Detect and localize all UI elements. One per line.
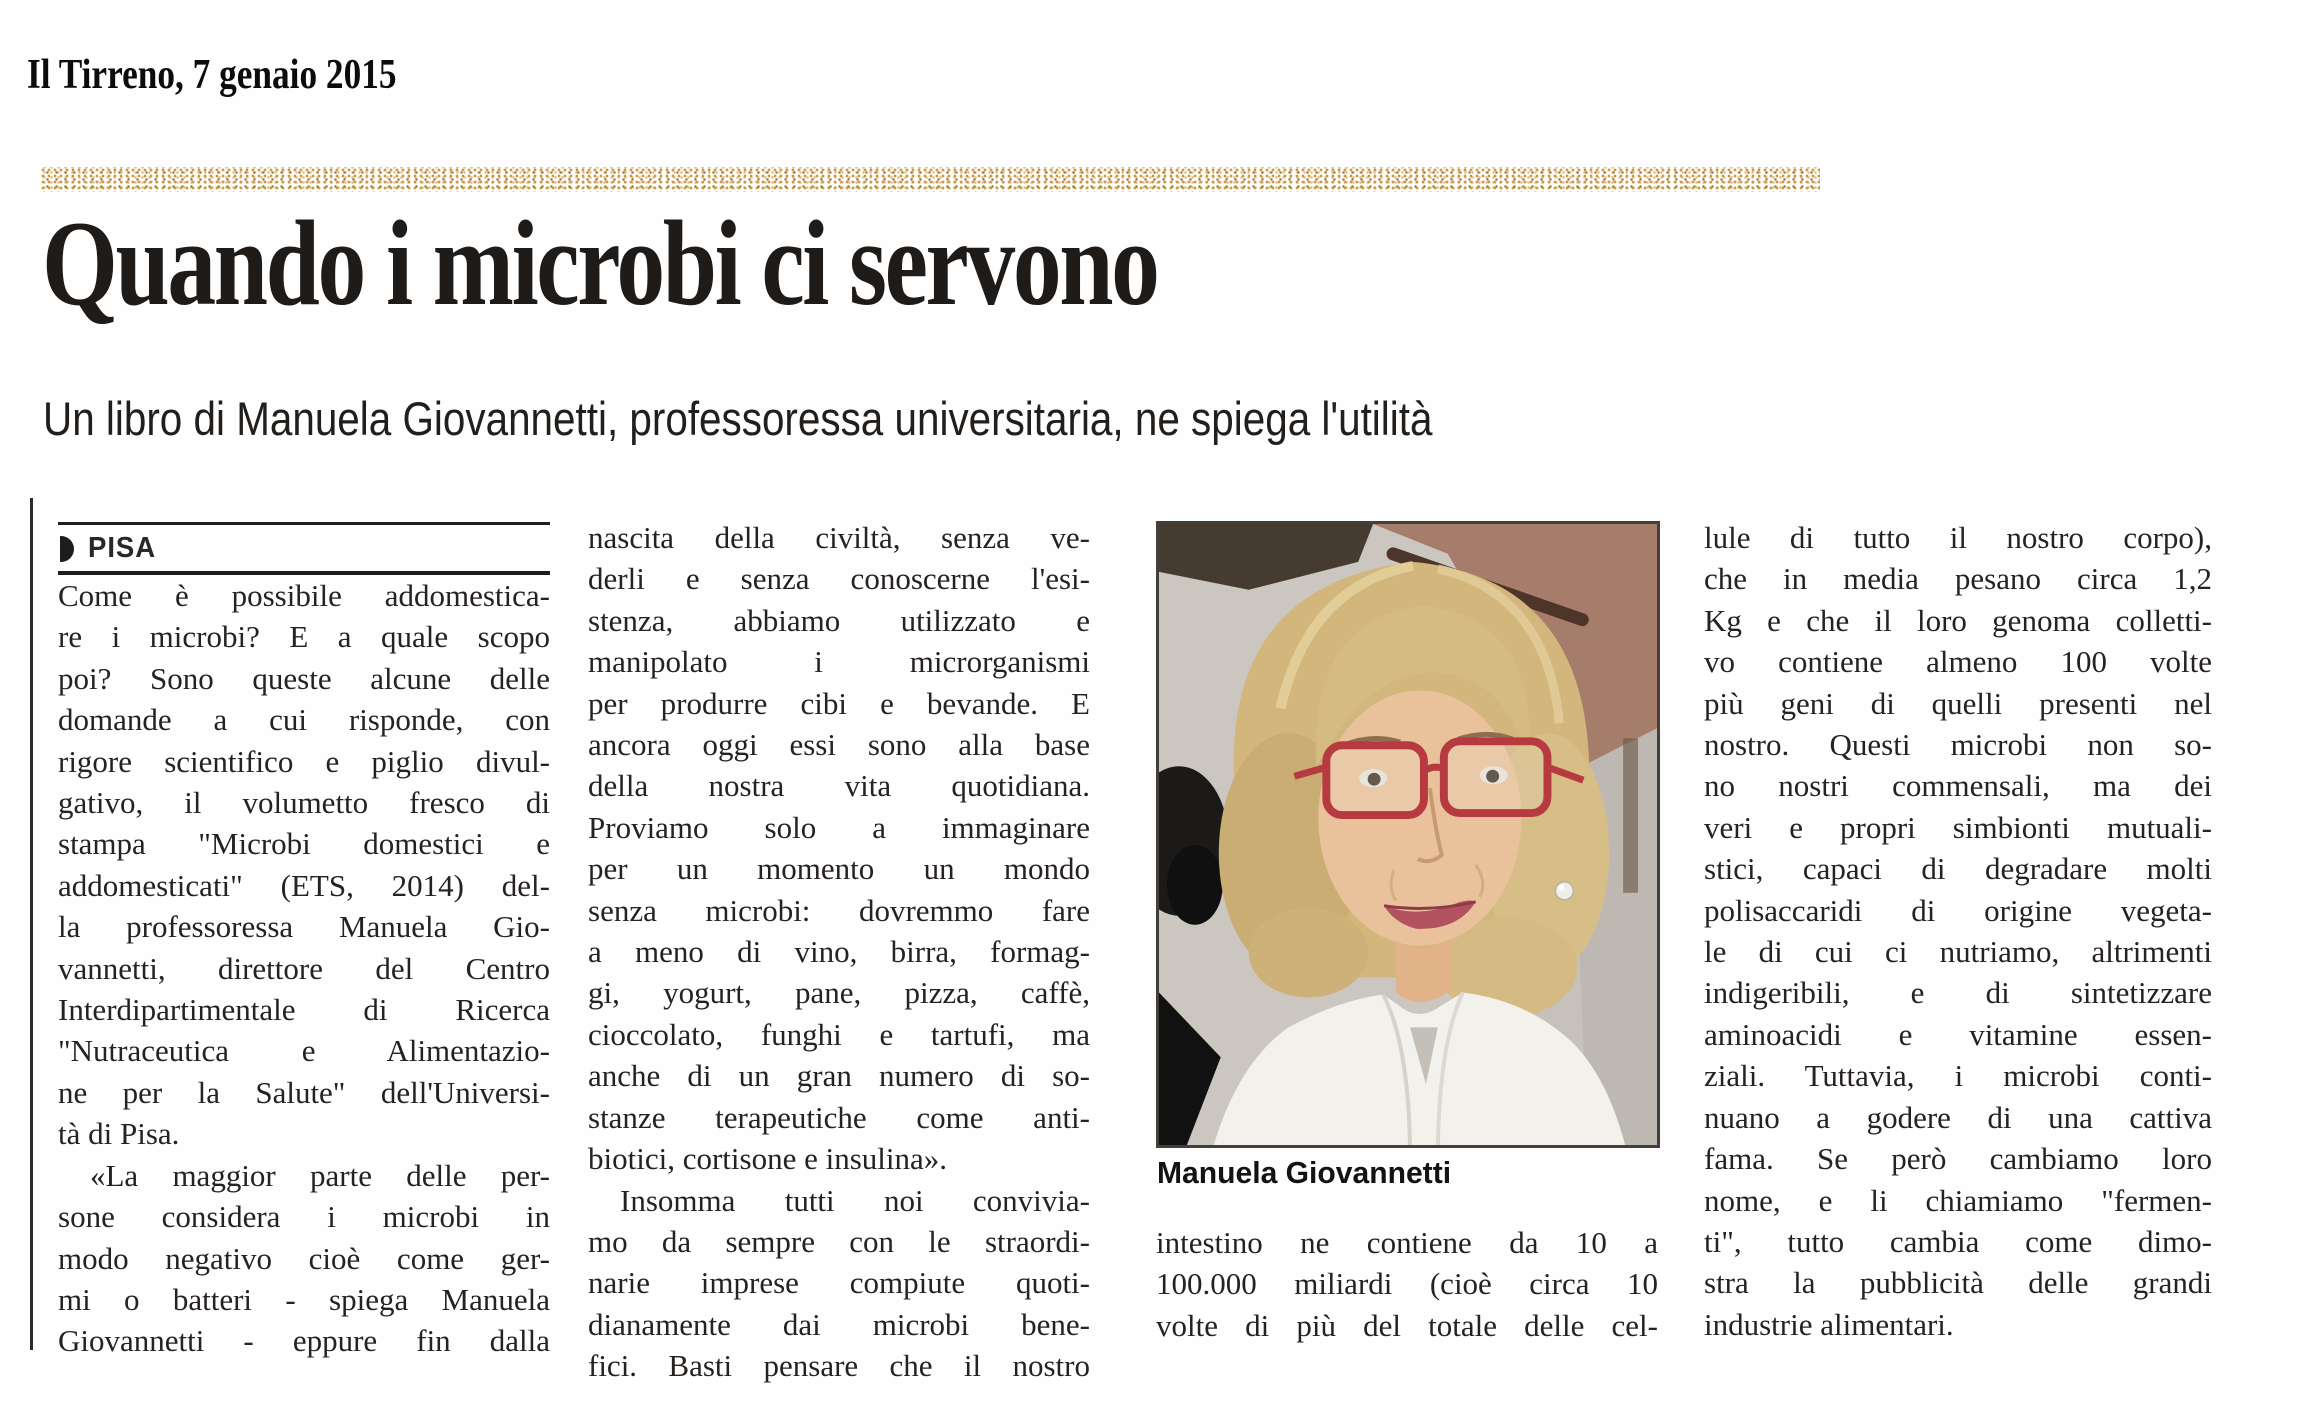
photo-caption: Manuela Giovannetti bbox=[1157, 1155, 1452, 1190]
body-paragraph: Come è possibile addomestica- re i microbi? E a quale scopo poi? Sono queste alcune delle domande a cui risponde, con rigore scientifico e piglio divul- gativo, il volumetto fresco di stampa "Microbi domestici e addomesticati" (ETS, 2014) del- la professoressa Manuela Gio- vannetti, direttore del Centro Interdipartimentale di Ricerca "Nutraceutica e Alimentazio- ne per la Salute" dell'Universi- tà di Pisa. bbox=[58, 578, 550, 1152]
left-column-rule bbox=[30, 498, 33, 1350]
body-paragraph: «La maggior parte delle per- sone considera i microbi in modo negativo cioè come ger- mi o batteri - spiega Manuela Giovannetti - eppure fin dalla bbox=[58, 1157, 550, 1359]
text-column-3 bbox=[1156, 1222, 1658, 1346]
masthead-dateline: Il Tirreno, 7 genaio 2015 bbox=[27, 52, 397, 98]
body-paragraph: nascita della civiltà, senza ve- derli e senza conoscerne l'esi- stenza, abbiamo utilizzato e manipolato i microrganismi per produrre cibi e bevande. E ancora oggi essi sono alla base della nostra vita quotidiana. Proviamo solo a immaginare per un momento un mondo senza microbi: dovremmo fare a meno di vino, birra, formag- gi, yogurt, pane, pizza, caffè, cioccolato, funghi e tartufi, ma anche di un gran numero di so- stanze terapeutiche come anti- biotici, cortisone e insulina». bbox=[588, 520, 1090, 1177]
body-paragraph: intestino ne contiene da 10 a 100.000 miliardi (cioè circa 10 volte di più del totale delle cel- bbox=[1156, 1225, 1658, 1343]
kicker-label: PISA bbox=[88, 532, 157, 564]
kicker-bullet-icon bbox=[60, 536, 74, 562]
decorative-halftone-band bbox=[40, 167, 1820, 192]
article-headline: Quando i microbi ci servono bbox=[42, 196, 1158, 331]
kicker bbox=[58, 525, 550, 571]
portrait-photo bbox=[1156, 521, 1660, 1148]
text-column-2 bbox=[588, 517, 1090, 1387]
text-column-1 bbox=[58, 522, 550, 1362]
article-subheadline: Un libro di Manuela Giovannetti, professoressa universitaria, ne spiega l'utilità bbox=[43, 392, 1433, 445]
body-paragraph: Insomma tutti noi convivia- mo da sempre con le straordi- narie imprese compiute quoti- dianamente dai microbi bene- fici. Basti pensare che il nostro bbox=[588, 1182, 1090, 1384]
portrait-photo-illustration bbox=[1159, 524, 1657, 1145]
text-column-4 bbox=[1704, 517, 2212, 1345]
body-paragraph: lule di tutto il nostro corpo), che in media pesano circa 1,2 Kg e che il loro genoma colletti- vo contiene almeno 100 volte più geni di quelli presenti nel nostro. Questi microbi non so- no nostri commensali, ma dei veri e propri simbionti mutuali- stici, capaci di degradare molti polisaccaridi di origine vegeta- le di cui ci nutriamo, altrimenti indigeribili, e di sintetizzare aminoacidi e vitamine essen- ziali. Tuttavia, i microbi conti- nuano a godere di una cattiva fama. Se però cambiamo loro nome, e li chiamiamo "fermen- ti", tutto cambia come dimo- stra la pubblicità delle grandi industrie alimentari. bbox=[1704, 520, 2212, 1342]
